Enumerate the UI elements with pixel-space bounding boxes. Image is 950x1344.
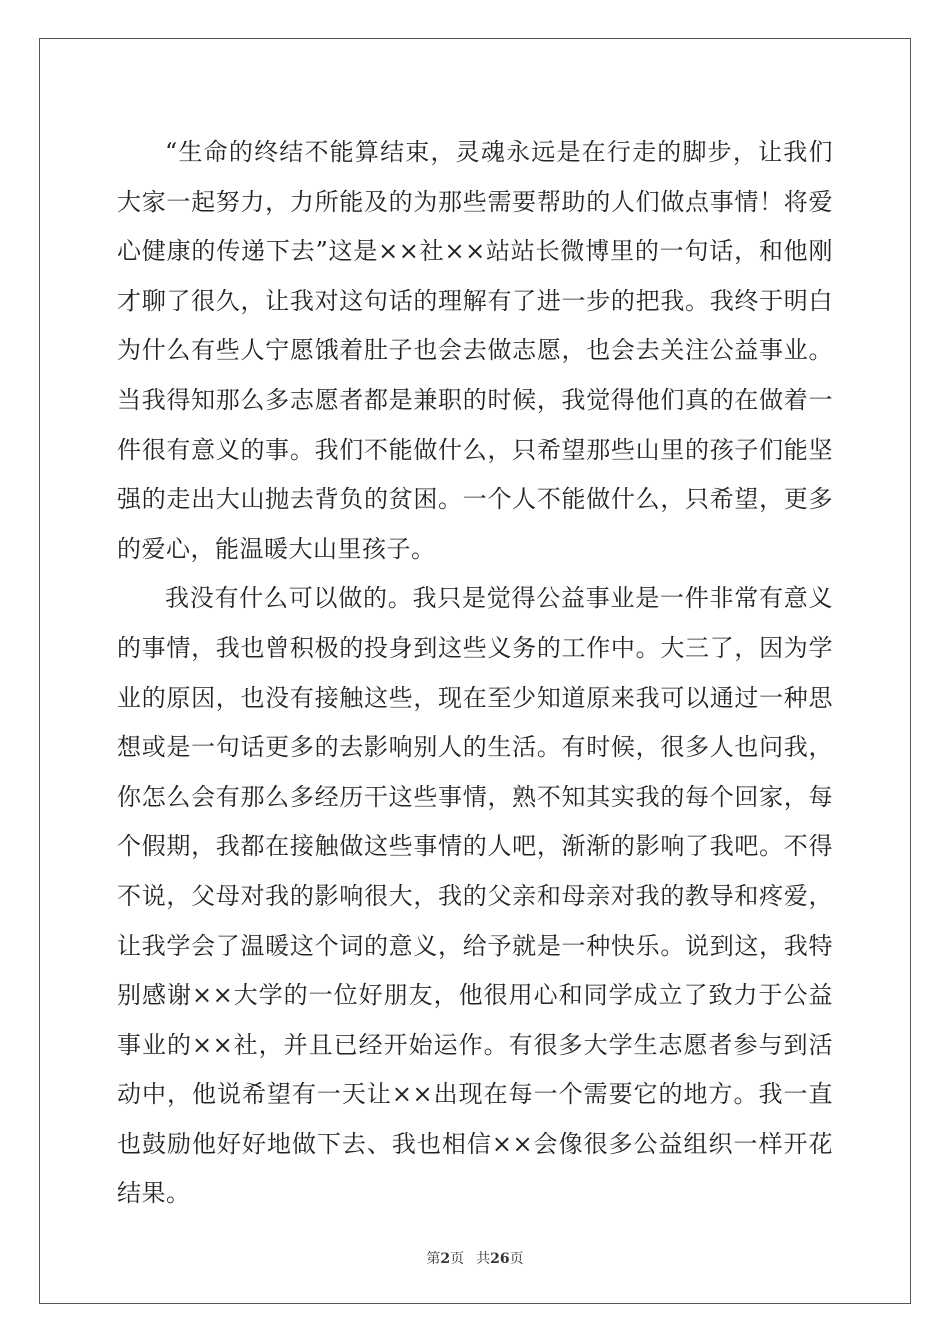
total-prefix: 共 xyxy=(476,1251,491,1267)
page-prefix: 第 xyxy=(426,1251,441,1267)
page-footer xyxy=(0,1248,950,1268)
paragraph-1: “生命的终结不能算结束，灵魂永远是在行走的脚步，让我们大家一起努力，力所能及的为那些需要帮助的人们做点事情！将爱心健康的传递下去”这是××社××站站长微博里的一句话，和他刚才聊了很久，让我对这句话的理解有了进一步的把我。我终于明白为什么有些人宁愿饿着肚子也会去做志愿，也会去关注公益事业。当我得知那么多志愿者都是兼职的时候，我觉得他们真的在做着一件很有意义的事。我们不能做什么，只希望那些山里的孩子们能坚强的走出大山抛去背负的贫困。一个人不能做什么，只希望，更多的爱心，能温暖大山里孩子。 xyxy=(117,138,833,563)
total-pages: 26 xyxy=(490,1251,510,1267)
document-body xyxy=(117,128,833,1219)
page-suffix: 页 xyxy=(450,1251,465,1267)
page-number: 2 xyxy=(440,1251,451,1267)
paragraph-2: 我没有什么可以做的。我只是觉得公益事业是一件非常有意义的事情，我也曾积极的投身到这些义务的工作中。大三了，因为学业的原因，也没有接触这些，现在至少知道原来我可以通过一种思想或是一句话更多的去影响别人的生活。有时候，很多人也问我，你怎么会有那么多经历干这些事情，熟不知其实我的每个回家，每个假期，我都在接触做这些事情的人吧，渐渐的影响了我吧。不得不说，父母对我的影响很大，我的父亲和母亲对我的教导和疼爱，让我学会了温暖这个词的意义，给予就是一种快乐。说到这，我特别感谢××大学的一位好朋友，他很用心和同学成立了致力于公益事业的××社，并且已经开始运作。有很多大学生志愿者参与到活动中，他说希望有一天让××出现在每一个需要它的地方。我一直也鼓励他好好地做下去、我也相信××会像很多公益组织一样开花结果。 xyxy=(117,584,833,1208)
total-suffix: 页 xyxy=(509,1251,524,1267)
